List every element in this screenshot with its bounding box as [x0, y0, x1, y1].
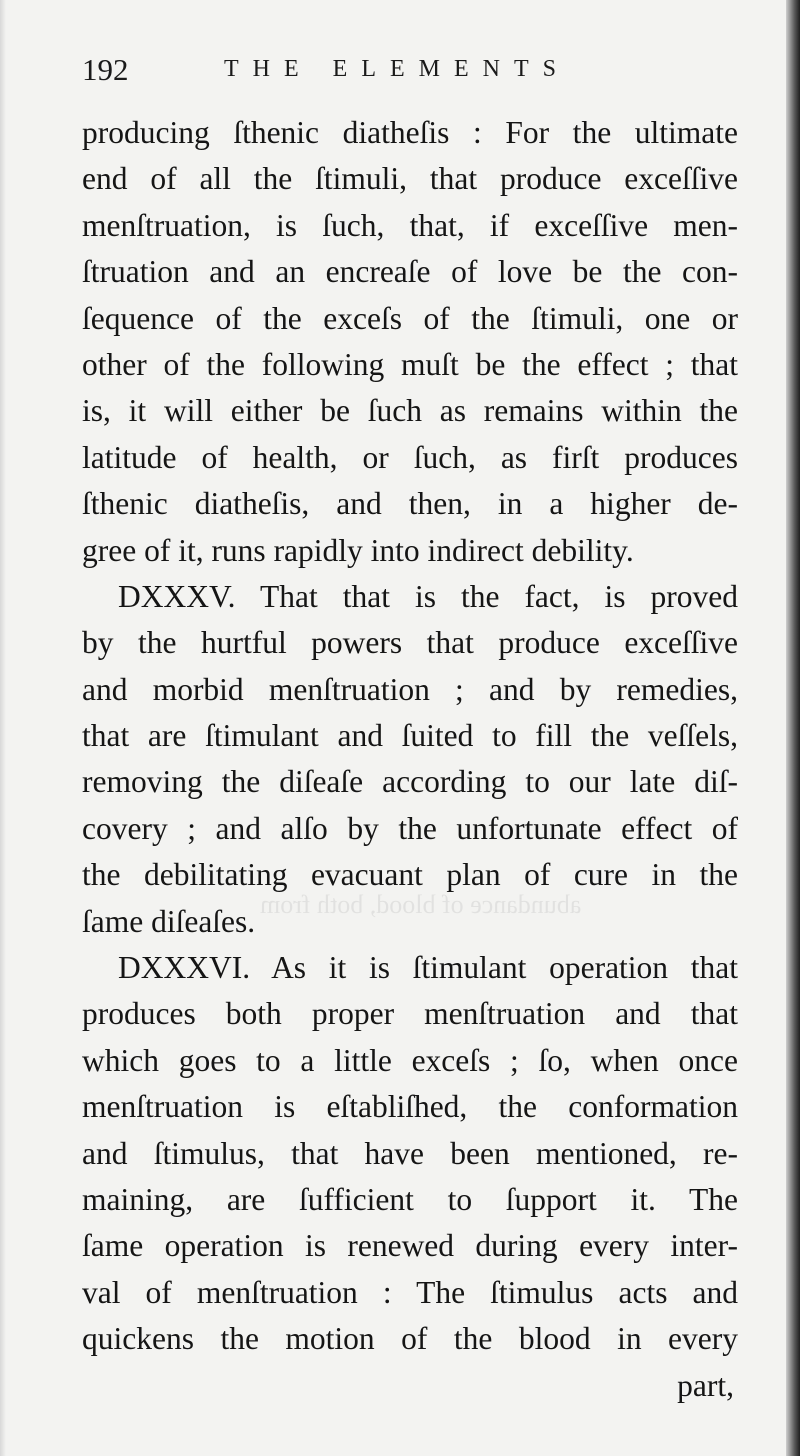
text-line: the debilitating evacuant plan of cure in the [82, 857, 738, 893]
text-line: which goes to a little exceſs ; ſo, when once [82, 1042, 738, 1078]
page-header [82, 52, 732, 96]
text-line: ſame operation is renewed during every inter- [82, 1228, 738, 1264]
body-text [82, 110, 738, 1409]
running-head: THE ELEMENTS [224, 56, 570, 82]
catchword: part, [677, 1367, 734, 1403]
paragraph-end-line: ſame diſeaſes. [82, 903, 256, 939]
text-line: and ſtimulus, that have been mentioned, re- [82, 1135, 738, 1171]
text-line: removing the diſeaſe according to our late diſ- [82, 764, 738, 800]
text-line: other of the following muſt be the effect ; that [82, 346, 738, 382]
text-line: quickens the motion of the blood in every [82, 1321, 738, 1357]
text-line: menſtruation, is ſuch, that, if exceſſive men- [82, 207, 738, 243]
text-line: val of menſtruation : The ſtimulus acts and [82, 1274, 738, 1310]
text-line: producing ſthenic diatheſis : For the ultimate [82, 115, 738, 150]
text-line: by the hurtful powers that produce exceſſive [82, 625, 738, 661]
page-number: 192 [82, 52, 129, 87]
bleed-through-text: abundance of blood, both from [260, 890, 582, 919]
text-line: ſequence of the exceſs of the ſtimuli, one or [82, 300, 738, 336]
text-line: maining, are ſufficient to ſupport it. The [82, 1181, 738, 1217]
text-line: that are ſtimulant and ſuited to fill the veſſels, [82, 718, 738, 754]
text-line: menſtruation is eſtabliſhed, the conformation [82, 1089, 738, 1125]
text-line: ſtruation and an encreaſe of love be the con- [82, 254, 738, 290]
text-line: produces both proper menſtruation and that [82, 996, 738, 1032]
text-line: end of all the ſtimuli, that produce exceſſive [82, 161, 738, 197]
text-line: latitude of health, or ſuch, as firſt produces [82, 439, 738, 475]
paragraph-end-line: gree of it, runs rapidly into indirect debility. [82, 532, 634, 568]
section-heading-line-dxxxvi: DXXXVI. As it is ſtimulant operation that [118, 950, 738, 986]
page-gutter-shadow [0, 0, 6, 1456]
text-line: is, it will either be ſuch as remains within the [82, 393, 738, 429]
text-line: and morbid menſtruation ; and by remedies, [82, 671, 738, 707]
page-edge-shadow [786, 0, 800, 1456]
text-line: ſthenic diatheſis, and then, in a higher de- [82, 486, 738, 522]
section-heading-line-dxxxv: DXXXV. That that is the fact, is proved [118, 578, 738, 614]
text-line: covery ; and alſo by the unfortunate effect of [82, 810, 738, 846]
